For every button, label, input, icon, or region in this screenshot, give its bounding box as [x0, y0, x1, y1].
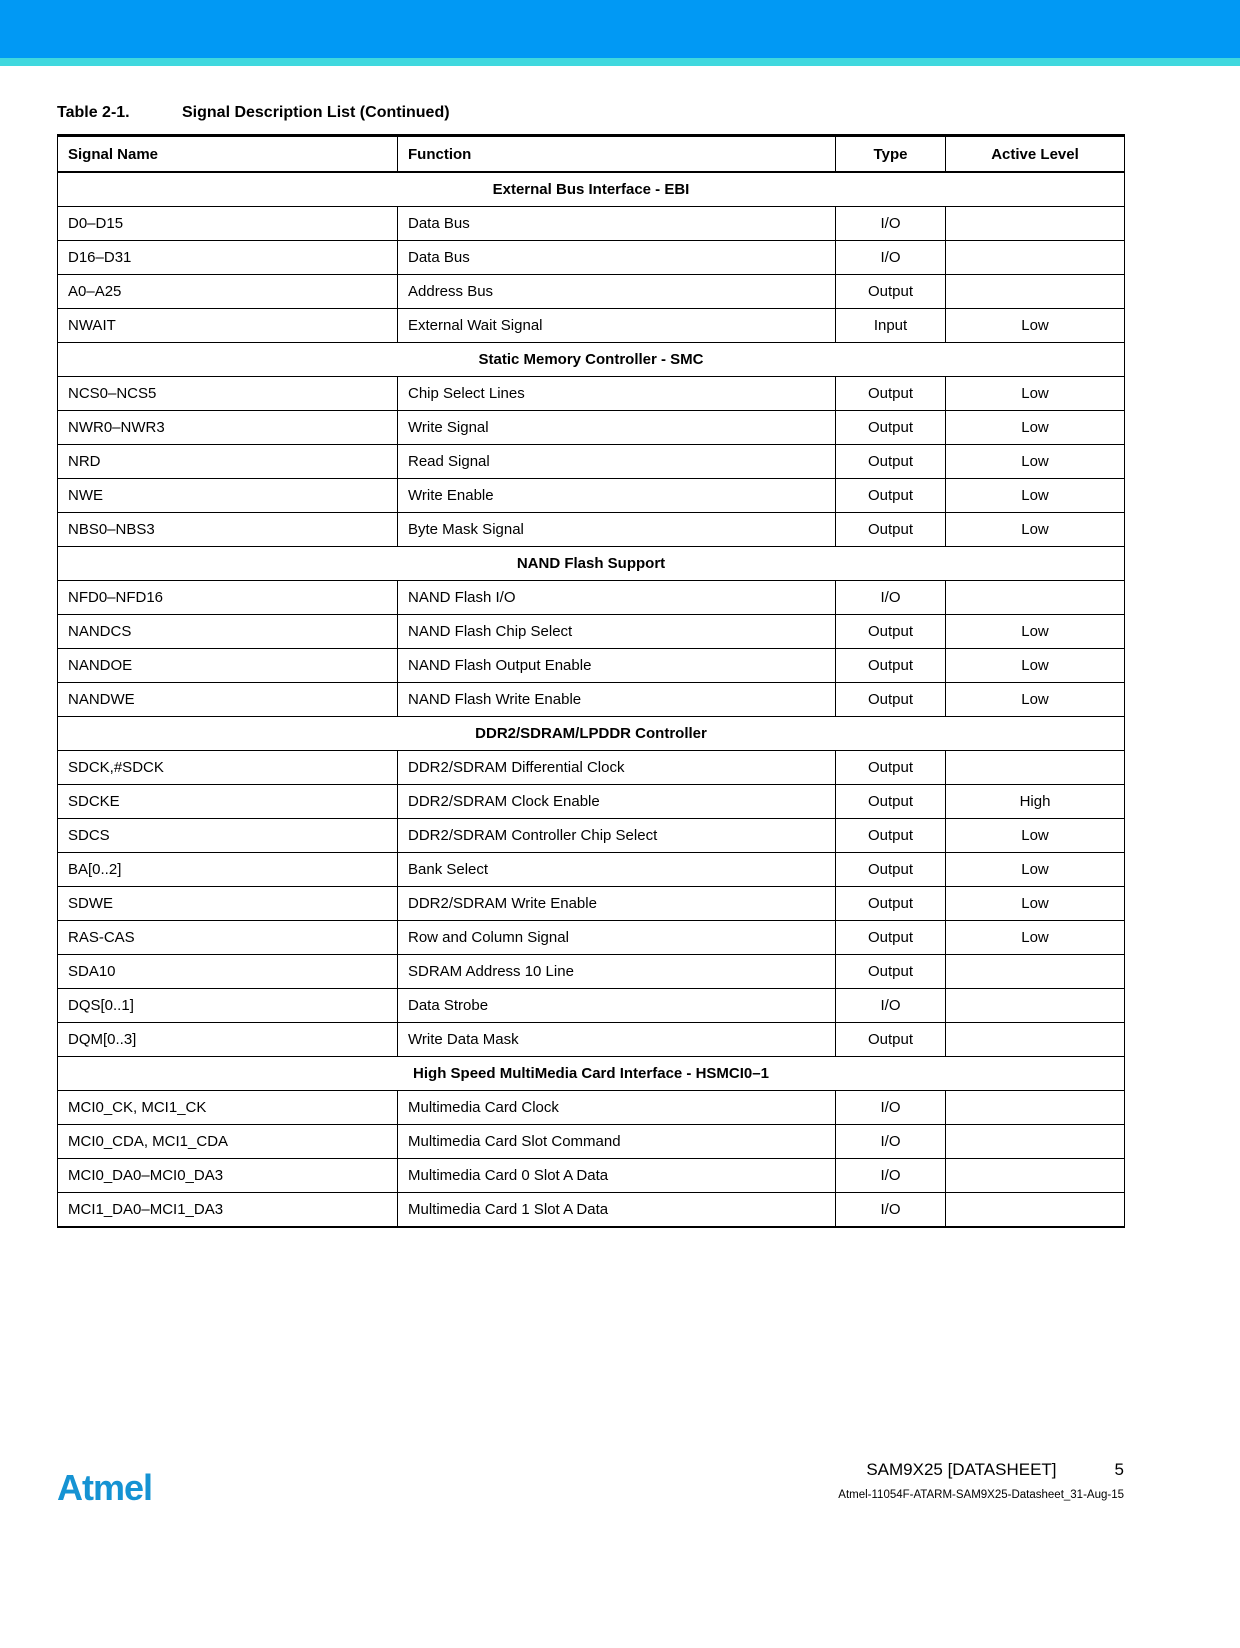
table-row — [58, 207, 1125, 241]
section-header-row — [58, 172, 1125, 207]
type-cell: Output — [836, 615, 946, 649]
signal-name-cell: D16–D31 — [58, 241, 398, 275]
table-label: Table 2-1. — [57, 104, 130, 121]
signal-name-cell: NANDWE — [58, 683, 398, 717]
function-cell: Bank Select — [398, 853, 836, 887]
function-cell: Write Signal — [398, 411, 836, 445]
table-caption — [57, 104, 1124, 122]
page-number: 5 — [1114, 1460, 1124, 1479]
section-header-row — [58, 547, 1125, 581]
function-cell: Write Data Mask — [398, 1023, 836, 1057]
active-level-cell: Low — [946, 615, 1125, 649]
active-level-cell: Low — [946, 445, 1125, 479]
function-cell: SDRAM Address 10 Line — [398, 955, 836, 989]
type-cell: I/O — [836, 241, 946, 275]
function-cell: Multimedia Card Slot Command — [398, 1125, 836, 1159]
signal-name-cell: DQS[0..1] — [58, 989, 398, 1023]
signal-name-cell: A0–A25 — [58, 275, 398, 309]
column-header-signal-name: Signal Name — [58, 136, 398, 173]
signal-name-cell: RAS-CAS — [58, 921, 398, 955]
function-cell: Row and Column Signal — [398, 921, 836, 955]
footer-doc-id: Atmel-11054F-ATARM-SAM9X25-Datasheet_31-Aug-15 — [838, 1489, 1124, 1501]
function-cell: NAND Flash Output Enable — [398, 649, 836, 683]
page-content — [57, 104, 1124, 1228]
type-cell: I/O — [836, 1193, 946, 1228]
function-cell: NAND Flash I/O — [398, 581, 836, 615]
table-row — [58, 377, 1125, 411]
table-row — [58, 1091, 1125, 1125]
table-row — [58, 445, 1125, 479]
signal-name-cell: NANDCS — [58, 615, 398, 649]
active-level-cell: High — [946, 785, 1125, 819]
section-header-row — [58, 343, 1125, 377]
signal-name-cell: SDCKE — [58, 785, 398, 819]
type-cell: I/O — [836, 581, 946, 615]
active-level-cell — [946, 241, 1125, 275]
section-header-row — [58, 717, 1125, 751]
active-level-cell — [946, 1125, 1125, 1159]
type-cell: Output — [836, 887, 946, 921]
column-header-active-level: Active Level — [946, 136, 1125, 173]
type-cell: Output — [836, 513, 946, 547]
function-cell: Chip Select Lines — [398, 377, 836, 411]
signal-name-cell: SDCK,#SDCK — [58, 751, 398, 785]
signal-name-cell: NWR0–NWR3 — [58, 411, 398, 445]
table-row — [58, 819, 1125, 853]
type-cell: Output — [836, 649, 946, 683]
table-row — [58, 411, 1125, 445]
function-cell: Multimedia Card 1 Slot A Data — [398, 1193, 836, 1228]
section-title: NAND Flash Support — [58, 547, 1125, 581]
table-row — [58, 1125, 1125, 1159]
table-title: Signal Description List (Continued) — [182, 104, 450, 121]
signal-name-cell: MCI0_CK, MCI1_CK — [58, 1091, 398, 1125]
active-level-cell: Low — [946, 853, 1125, 887]
type-cell: Output — [836, 683, 946, 717]
footer-doc-title: SAM9X25 [DATASHEET] — [866, 1460, 1057, 1479]
type-cell: I/O — [836, 989, 946, 1023]
function-cell: Read Signal — [398, 445, 836, 479]
table-row — [58, 479, 1125, 513]
active-level-cell: Low — [946, 887, 1125, 921]
active-level-cell: Low — [946, 819, 1125, 853]
table-row — [58, 1159, 1125, 1193]
type-cell: Output — [836, 785, 946, 819]
active-level-cell: Low — [946, 411, 1125, 445]
type-cell: I/O — [836, 1159, 946, 1193]
signal-name-cell: SDCS — [58, 819, 398, 853]
active-level-cell — [946, 751, 1125, 785]
table-row — [58, 275, 1125, 309]
type-cell: Output — [836, 479, 946, 513]
table-row — [58, 1193, 1125, 1228]
table-row — [58, 955, 1125, 989]
signal-name-cell: BA[0..2] — [58, 853, 398, 887]
active-level-cell — [946, 955, 1125, 989]
type-cell: Output — [836, 411, 946, 445]
function-cell: DDR2/SDRAM Write Enable — [398, 887, 836, 921]
active-level-cell — [946, 207, 1125, 241]
type-cell: Output — [836, 819, 946, 853]
function-cell: NAND Flash Chip Select — [398, 615, 836, 649]
table-row — [58, 887, 1125, 921]
section-title: DDR2/SDRAM/LPDDR Controller — [58, 717, 1125, 751]
active-level-cell: Low — [946, 921, 1125, 955]
type-cell: Output — [836, 377, 946, 411]
table-row — [58, 751, 1125, 785]
signal-table-body — [58, 172, 1125, 1227]
active-level-cell — [946, 1023, 1125, 1057]
table-row — [58, 853, 1125, 887]
page-footer — [57, 1460, 1124, 1508]
table-row — [58, 683, 1125, 717]
footer-doc-title-line — [838, 1460, 1124, 1480]
function-cell: Address Bus — [398, 275, 836, 309]
section-title: Static Memory Controller - SMC — [58, 343, 1125, 377]
function-cell: Multimedia Card Clock — [398, 1091, 836, 1125]
function-cell: Data Strobe — [398, 989, 836, 1023]
signal-name-cell: NCS0–NCS5 — [58, 377, 398, 411]
active-level-cell: Low — [946, 683, 1125, 717]
function-cell: NAND Flash Write Enable — [398, 683, 836, 717]
table-row — [58, 241, 1125, 275]
function-cell: Write Enable — [398, 479, 836, 513]
table-row — [58, 581, 1125, 615]
table-row — [58, 785, 1125, 819]
section-title: External Bus Interface - EBI — [58, 172, 1125, 207]
signal-name-cell: SDWE — [58, 887, 398, 921]
active-level-cell: Low — [946, 309, 1125, 343]
active-level-cell — [946, 581, 1125, 615]
header-bar — [0, 0, 1240, 58]
signal-name-cell: NANDOE — [58, 649, 398, 683]
function-cell: DDR2/SDRAM Clock Enable — [398, 785, 836, 819]
function-cell: DDR2/SDRAM Differential Clock — [398, 751, 836, 785]
active-level-cell — [946, 989, 1125, 1023]
header-accent-stripe — [0, 58, 1240, 66]
column-header-type: Type — [836, 136, 946, 173]
table-header — [58, 136, 1125, 173]
section-header-row — [58, 1057, 1125, 1091]
signal-description-table — [57, 134, 1125, 1228]
signal-name-cell: DQM[0..3] — [58, 1023, 398, 1057]
signal-name-cell: NRD — [58, 445, 398, 479]
signal-name-cell: NWAIT — [58, 309, 398, 343]
signal-name-cell: MCI0_CDA, MCI1_CDA — [58, 1125, 398, 1159]
active-level-cell — [946, 275, 1125, 309]
table-row — [58, 921, 1125, 955]
type-cell: I/O — [836, 1091, 946, 1125]
table-row — [58, 615, 1125, 649]
table-row — [58, 309, 1125, 343]
type-cell: I/O — [836, 207, 946, 241]
table-row — [58, 649, 1125, 683]
signal-name-cell: NWE — [58, 479, 398, 513]
signal-name-cell: NFD0–NFD16 — [58, 581, 398, 615]
table-row — [58, 989, 1125, 1023]
table-row — [58, 1023, 1125, 1057]
function-cell: Data Bus — [398, 207, 836, 241]
table-header-row — [58, 136, 1125, 173]
type-cell: Output — [836, 853, 946, 887]
function-cell: Data Bus — [398, 241, 836, 275]
signal-name-cell: D0–D15 — [58, 207, 398, 241]
table-row — [58, 513, 1125, 547]
function-cell: Multimedia Card 0 Slot A Data — [398, 1159, 836, 1193]
type-cell: Output — [836, 1023, 946, 1057]
active-level-cell: Low — [946, 479, 1125, 513]
active-level-cell — [946, 1091, 1125, 1125]
function-cell: External Wait Signal — [398, 309, 836, 343]
signal-name-cell: SDA10 — [58, 955, 398, 989]
type-cell: Input — [836, 309, 946, 343]
signal-name-cell: NBS0–NBS3 — [58, 513, 398, 547]
footer-text — [838, 1460, 1124, 1501]
atmel-logo: Atmel — [57, 1467, 153, 1508]
function-cell: Byte Mask Signal — [398, 513, 836, 547]
active-level-cell: Low — [946, 513, 1125, 547]
type-cell: Output — [836, 275, 946, 309]
active-level-cell — [946, 1193, 1125, 1228]
section-title: High Speed MultiMedia Card Interface - HSMCI0–1 — [58, 1057, 1125, 1091]
signal-name-cell: MCI0_DA0–MCI0_DA3 — [58, 1159, 398, 1193]
function-cell: DDR2/SDRAM Controller Chip Select — [398, 819, 836, 853]
type-cell: Output — [836, 751, 946, 785]
active-level-cell: Low — [946, 377, 1125, 411]
type-cell: Output — [836, 445, 946, 479]
active-level-cell: Low — [946, 649, 1125, 683]
type-cell: I/O — [836, 1125, 946, 1159]
signal-name-cell: MCI1_DA0–MCI1_DA3 — [58, 1193, 398, 1228]
active-level-cell — [946, 1159, 1125, 1193]
type-cell: Output — [836, 955, 946, 989]
column-header-function: Function — [398, 136, 836, 173]
type-cell: Output — [836, 921, 946, 955]
